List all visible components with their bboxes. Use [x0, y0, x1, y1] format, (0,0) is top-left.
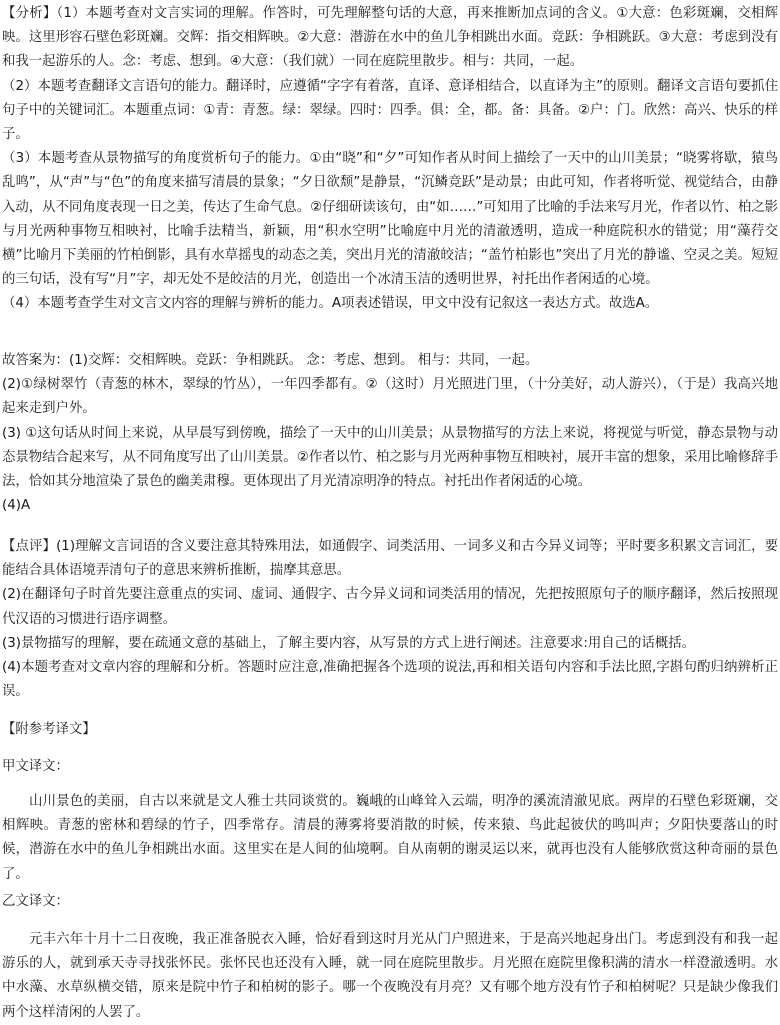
- reference-heading: 【附参考译文】: [2, 722, 96, 737]
- answer-line-3: (3) ①这句话从时间上来说，从早晨写到傍晚，描绘了一天中的山川美景；从景物描写的方法上来说，将视觉与听觉，静态景物与动态景物结合起来写，从不同角度写出了山川美景。②作者以竹、柏之影与月光两种事物互相映衬，展开丰富的想象，采用比喻修辞手法，恰如其分地渲染了景色的幽美肃穆。更体现出了月光清凉明净的特点。衬托出作者闲适的心境。: [2, 425, 778, 490]
- jia-translation-block: [2, 790, 778, 887]
- review-paragraph-3: (3)景物描写的理解，要在疏通文意的基础上，了解主要内容，从写景的方式上进行阐述。注意要求:用自己的话概括。: [2, 635, 696, 651]
- review-paragraph-4: (4)本题考查对文章内容的理解和分析。答题时应注意,准确把握各个选项的说法,再和相关语句内容和手法比照,字斟句酌归纳辨析正误。: [2, 660, 778, 700]
- analysis-paragraph-3: （3）本题考查从景物描写的角度赏析句子的能力。①由“晓”和“夕”可知作者从时间上描绘了一天中的山川美景；“晓雾将歇，猿鸟乱鸣”，从“声”与“色”的角度来描写清晨的景象；“夕日欲颓”是静景，“沉鳞竞跃”是动景；由此可知，作者将听觉、视觉结合，由静入动，从不同角度表现一日之美，传达了生命气息。②仔细研读该句，由“如……”可知用了比喻的手法来写月光，作者以竹、柏之影与月光两种事物互相映衬，比喻手法精当，新颖，用“积水空明”比喻庭中月光的清澈透明，造成一种庭院积水的错觉；用“藻荇交横”比喻月下美丽的竹柏倒影，具有水草摇曳的动态之美，突出月光的清澈皎洁；“盖竹柏影也”突出了月光的静谧、空灵之美。短短的三句话，没有写“月”字，却无处不是皎洁的月光，创造出一个冰清玉洁的透明世界，衬托出作者闲适的心境。: [2, 151, 778, 288]
- reference-heading-block: [2, 718, 778, 742]
- answer-line-1: 故答案为：(1)交辉：交相辉映。竞跃：争相跳跃。 念：考虑、想到。 相与：共同，一起。: [2, 353, 539, 368]
- yi-heading: 乙文译文：: [2, 894, 69, 909]
- jia-heading-block: [2, 755, 778, 779]
- review-section: [2, 535, 778, 704]
- yi-translation: 元丰六年十月十二日夜晚，我正准备脱衣入睡，恰好看到这时月光从门户照进来，于是高兴地起身出门。考虑到没有和我一起游乐的人，就到承天寺寻找张怀民。张怀民也还没有入睡，就一同在庭院里散步。月光照在庭院里像积满的清水一样澄澈透明。水中水藻、水草纵横交错，原来是院中竹子和柏树的影子。哪一个夜晚没有月亮？又有哪个地方没有竹子和柏树呢？只是缺少像我们两个这样清闲的人罢了。: [2, 932, 778, 1020]
- analysis-paragraph-4: （4）本题考查学生对文言文内容的理解与辨析的能力。A项表述错误，甲文中没有记叙这一表达方式。故选A。: [2, 296, 659, 312]
- analysis-paragraph-1: 【分析】（1）本题考查对文言实词的理解。作答时，可先理解整句话的大意，再来推断加点词的含义。①大意：色彩斑斓，交相辉映。这里形容石壁色彩斑斓。交辉：指交相辉映。②大意：潜游在水中的鱼儿争相跳出水面。竞跃：争相跳跃。③大意：考虑到没有和我一起游乐的人。念：考虑、想到。④大意：（我们就）一同在庭院里散步。相与：共同，一起。: [2, 6, 778, 70]
- review-paragraph-1: 【点评】(1)理解文言词语的含义要注意其特殊用法，如通假字、词类活用、一词多义和古今异义词等；平时要多积累文言词汇，要能结合具体语境弄清句子的意思来辨析推断，揣摩其意思。: [2, 539, 778, 579]
- analysis-section: [2, 2, 778, 317]
- jia-translation: 山川景色的美丽，自古以来就是文人雅士共同谈赏的。巍峨的山峰耸入云端，明净的溪流清澈见底。两岸的石壁色彩斑斓，交相辉映。青葱的密林和碧绿的竹子，四季常存。清晨的薄雾将要消散的时候，传来猿、鸟此起彼伏的鸣叫声；夕阳快要落山的时候，潜游在水中的鱼儿争相跳出水面。这里实在是人间的仙境啊。自从南朝的谢灵运以来，就再也没有人能够欣赏这种奇丽的景色了。: [2, 794, 778, 882]
- yi-translation-block: [2, 928, 778, 1025]
- yi-heading-block: [2, 890, 778, 914]
- answer-line-4: (4)A: [2, 498, 31, 514]
- jia-heading: 甲文译文：: [2, 759, 69, 774]
- answer-line-2: (2)①绿树翠竹（青葱的林木，翠绿的竹丛），一年四季都有。②（这时）月光照进门里，（十分美好，动人游兴），（于是）我高兴地起来走到户外。: [2, 377, 778, 417]
- review-paragraph-2: (2)在翻译句子时首先要注意重点的实词、虚词、通假字、古今异义词和词类活用的情况，先把按照原句子的顺序翻译，然后按照现代汉语的习惯进行语序调整。: [2, 587, 778, 627]
- answer-section: [2, 349, 778, 518]
- analysis-paragraph-2: （2）本题考查翻译文言语句的能力。翻译时，应遵循“字字有着落，直译、意译相结合，以直译为主”的原则。翻译文言语句要抓住句子中的关键词汇。本题重点词：①青：青葱。绿：翠绿。四时：四季。俱：全，都。备：具备。②户：门。欣然：高兴、快乐的样子。: [2, 78, 778, 143]
